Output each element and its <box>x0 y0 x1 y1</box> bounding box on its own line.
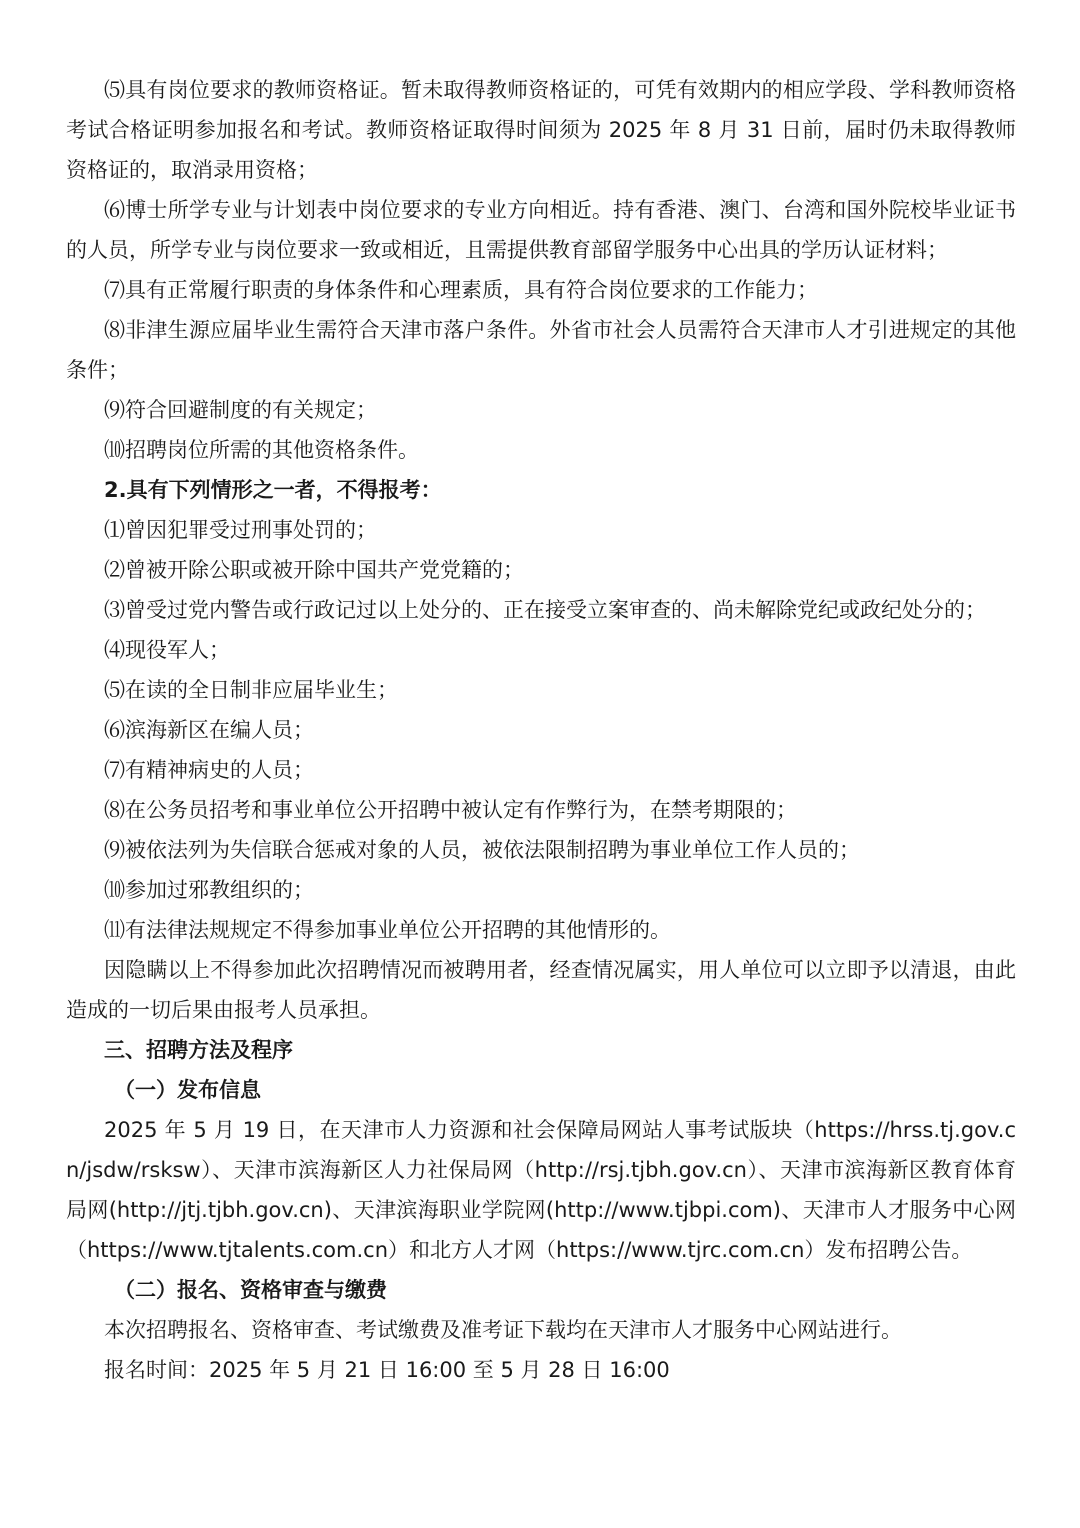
exclusion-item-1: ⑴曾因犯罪受过刑事处罚的； <box>104 518 377 542</box>
exclusions-heading: 2.具有下列情形之一者，不得报考： <box>104 478 442 502</box>
qualification-item-9: ⑼符合回避制度的有关规定； <box>104 398 377 422</box>
exclusion-item-10: ⑽参加过邪教组织的； <box>104 878 314 902</box>
section-3-heading: 三、招聘方法及程序 <box>104 1038 293 1062</box>
exclusion-item-3: ⑶曾受过党内警告或行政记过以上处分的、正在接受立案审查的、尚未解除党纪或政纪处分的； <box>104 598 986 622</box>
document-page <box>66 70 1016 1390</box>
exclusion-item-9: ⑼被依法列为失信联合惩戒对象的人员，被依法限制招聘为事业单位工作人员的； <box>104 838 860 862</box>
qualification-item-6: ⑹博士所学专业与计划表中岗位要求的专业方向相近。持有香港、澳门、台湾和国外院校毕业证书的人员，所学专业与岗位要求一致或相近，且需提供教育部留学服务中心出具的学历认证材料； <box>66 198 1016 262</box>
qualification-item-8: ⑻非津生源应届毕业生需符合天津市落户条件。外省市社会人员需符合天津市人才引进规定的其他条件； <box>66 318 1016 382</box>
exclusion-item-2: ⑵曾被开除公职或被开除中国共产党党籍的； <box>104 558 524 582</box>
exclusion-item-4: ⑷现役军人； <box>104 638 230 662</box>
section-3-2-heading: （二）报名、资格审查与缴费 <box>114 1278 387 1302</box>
exclusion-item-5: ⑸在读的全日制非应届毕业生； <box>104 678 398 702</box>
exclusion-note: 因隐瞒以上不得参加此次招聘情况而被聘用者，经查情况属实，用人单位可以立即予以清退，由此造成的一切后果由报考人员承担。 <box>66 958 1016 1022</box>
qualification-item-5: ⑸具有岗位要求的教师资格证。暂未取得教师资格证的，可凭有效期内的相应学段、学科教师资格考试合格证明参加报名和考试。教师资格证取得时间须为 2025 年 8 月 31 日前，届时仍未取得教师资格证的，取消录用资格； <box>66 78 1016 182</box>
exclusion-item-6: ⑹滨海新区在编人员； <box>104 718 314 742</box>
section-3-1-heading: （一）发布信息 <box>114 1078 261 1102</box>
exclusion-item-8: ⑻在公务员招考和事业单位公开招聘中被认定有作弊行为，在禁考期限的； <box>104 798 797 822</box>
qualification-item-10: ⑽招聘岗位所需的其他资格条件。 <box>104 438 419 462</box>
registration-time: 报名时间：2025 年 5 月 21 日 16:00 至 5 月 28 日 16:00 <box>104 1358 670 1382</box>
section-3-2-text: 本次招聘报名、资格审查、考试缴费及准考证下载均在天津市人才服务中心网站进行。 <box>104 1318 902 1342</box>
qualification-item-7: ⑺具有正常履行职责的身体条件和心理素质，具有符合岗位要求的工作能力； <box>104 278 818 302</box>
exclusion-item-7: ⑺有精神病史的人员； <box>104 758 314 782</box>
section-3-1-text: 2025 年 5 月 19 日，在天津市人力资源和社会保障局网站人事考试版块（https://hrss.tj.gov.cn/jsdw/rsksw）、天津市滨海新区人力社保局网（http://rsj.tjbh.gov.cn）、天津市滨海新区教育体育局网(http://jtj.tjbh.gov.cn)、天津滨海职业学院网(http://www.tjbpi.com)、天津市人才服务中心网（https://www.tjtalents.com.cn）和北方人才网（https://www.tjrc.com.cn）发布招聘公告。 <box>66 1118 1016 1262</box>
exclusion-item-11: ⑾有法律法规规定不得参加事业单位公开招聘的其他情形的。 <box>104 918 671 942</box>
